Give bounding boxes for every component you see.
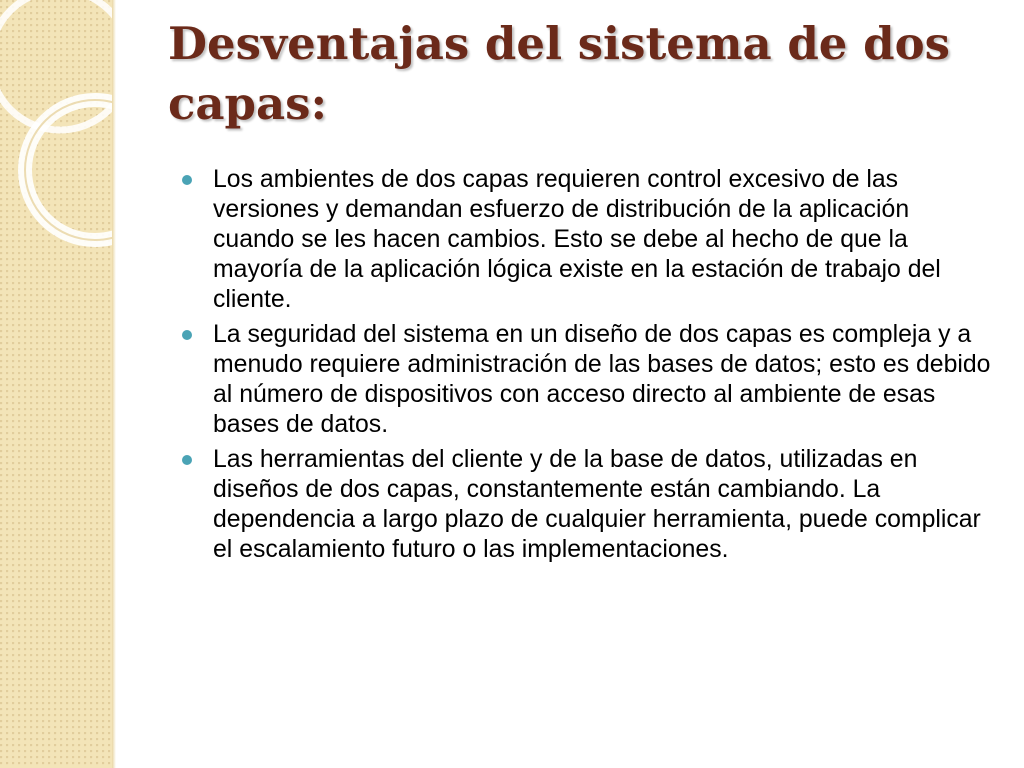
slide-title: Desventajas del sistema de dos capas: [168,17,950,130]
bullet-text: Las herramientas del cliente y de la base de datos, utilizadas en diseños de dos capas, constantemente están cambiando. La dependencia a largo plazo de cualquier herramienta, puede complicar el escalamiento futuro o las implementaciones. [213,446,981,563]
bullet-item [178,320,993,440]
bullet-text: La seguridad del sistema en un diseño de dos capas es compleja y a menudo requiere administración de las bases de datos; esto es debido al número de dispositivos con acceso directo al ambiente de esas bases de datos. [213,321,991,438]
bullet-text: Los ambientes de dos capas requieren control excesivo de las versiones y demandan esfuerzo de distribución de la aplicación cuando se les hacen cambios. Esto se debe al hecho de que la mayoría de la aplicación lógica existe en la estación de trabajo del cliente. [213,166,941,313]
bullet-marker-icon [182,175,192,185]
bullet-marker-icon [182,455,192,465]
bullet-item [178,165,993,315]
bullet-item [178,445,993,565]
bullet-list [178,165,993,570]
bullet-marker-icon [182,330,192,340]
